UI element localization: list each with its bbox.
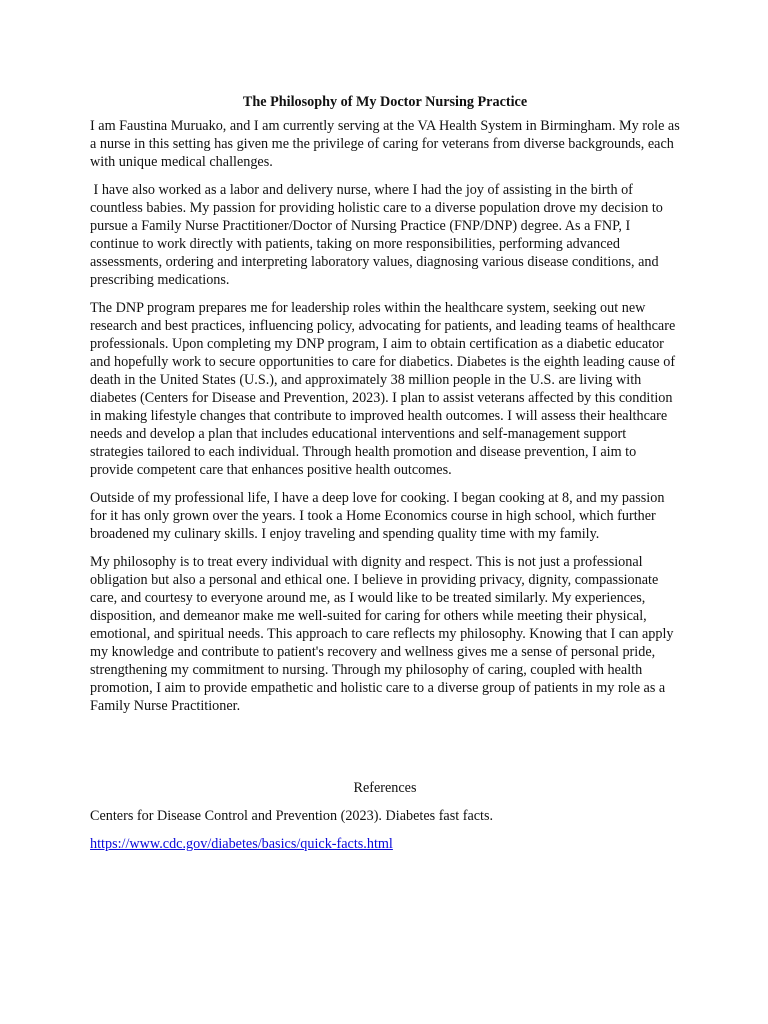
- paragraph-introduction: I am Faustina Muruako, and I am currently serving at the VA Health System in Birmingham. My role as a nurse in this setting has given me the privilege of caring for veterans from diverse backgrounds, each with unique medical challenges.: [90, 118, 680, 170]
- reference-link[interactable]: https://www.cdc.gov/diabetes/basics/quick-facts.html: [90, 836, 393, 852]
- section-spacer: [90, 725, 680, 779]
- reference-entry: Centers for Disease Control and Prevention (2023). Diabetes fast facts.: [90, 808, 494, 824]
- paragraph-philosophy: My philosophy is to treat every individual with dignity and respect. This is not just a professional obligation but also a personal and ethical one. I believe in providing privacy, dignity, compassionate care, and courtesy to everyone around me, as I would like to be treated similarly. My experiences, disposition, and demeanor make me well-suited for caring for others while meeting their physical, emotional, and spiritual needs. This approach to care reflects my philosophy. Knowing that I can apply my knowledge and contribute to patient's recovery and wellness gives me a sense of personal pride, strengthening my commitment to nursing. Through my philosophy of caring, coupled with health promotion, I aim to provide empathetic and holistic care to a diverse group of patients in my role as a Family Nurse Practitioner.: [90, 554, 674, 714]
- paragraph-personal-life: Outside of my professional life, I have a deep love for cooking. I began cooking at 8, and my passion for it has only grown over the years. I took a Home Economics course in high school, which further broadened my culinary skills. I enjoy traveling and spending quality time with my family.: [90, 490, 665, 542]
- paragraph-labor-delivery: I have also worked as a labor and delivery nurse, where I had the joy of assisting in the birth of countless babies. My passion for providing holistic care to a diverse population drove my decision to pursue a Family Nurse Practitioner/Doctor of Nursing Practice (FNP/DNP) degree. As a FNP, I continue to work directly with patients, taking on more responsibilities, performing advanced assessments, ordering and interpreting laboratory values, diagnosing various disease conditions, and prescribing medications.: [90, 182, 667, 288]
- paragraph-dnp-program: The DNP program prepares me for leadership roles within the healthcare system, seeking out new research and best practices, influencing policy, advocating for patients, and leading teams of healthcare professionals. Upon completing my DNP program, I aim to obtain certification as a diabetic educator and hopefully work to secure opportunities to care for diabetics. Diabetes is the eighth leading cause of death in the United States (U.S.), and approximately 38 million people in the U.S. are living with diabetes (Centers for Disease and Prevention, 2023). I plan to assist veterans affected by this condition in making lifestyle changes that contribute to improved health outcomes. I will assess their healthcare needs and develop a plan that includes educational interventions and self-management support strategies tailored to each individual. Through health promotion and disease prevention, I aim to provide competent care that enhances positive health outcomes.: [90, 300, 676, 478]
- document-page: [90, 93, 680, 863]
- document-title: The Philosophy of My Doctor Nursing Practice: [242, 94, 528, 110]
- references-heading: References: [353, 780, 417, 796]
